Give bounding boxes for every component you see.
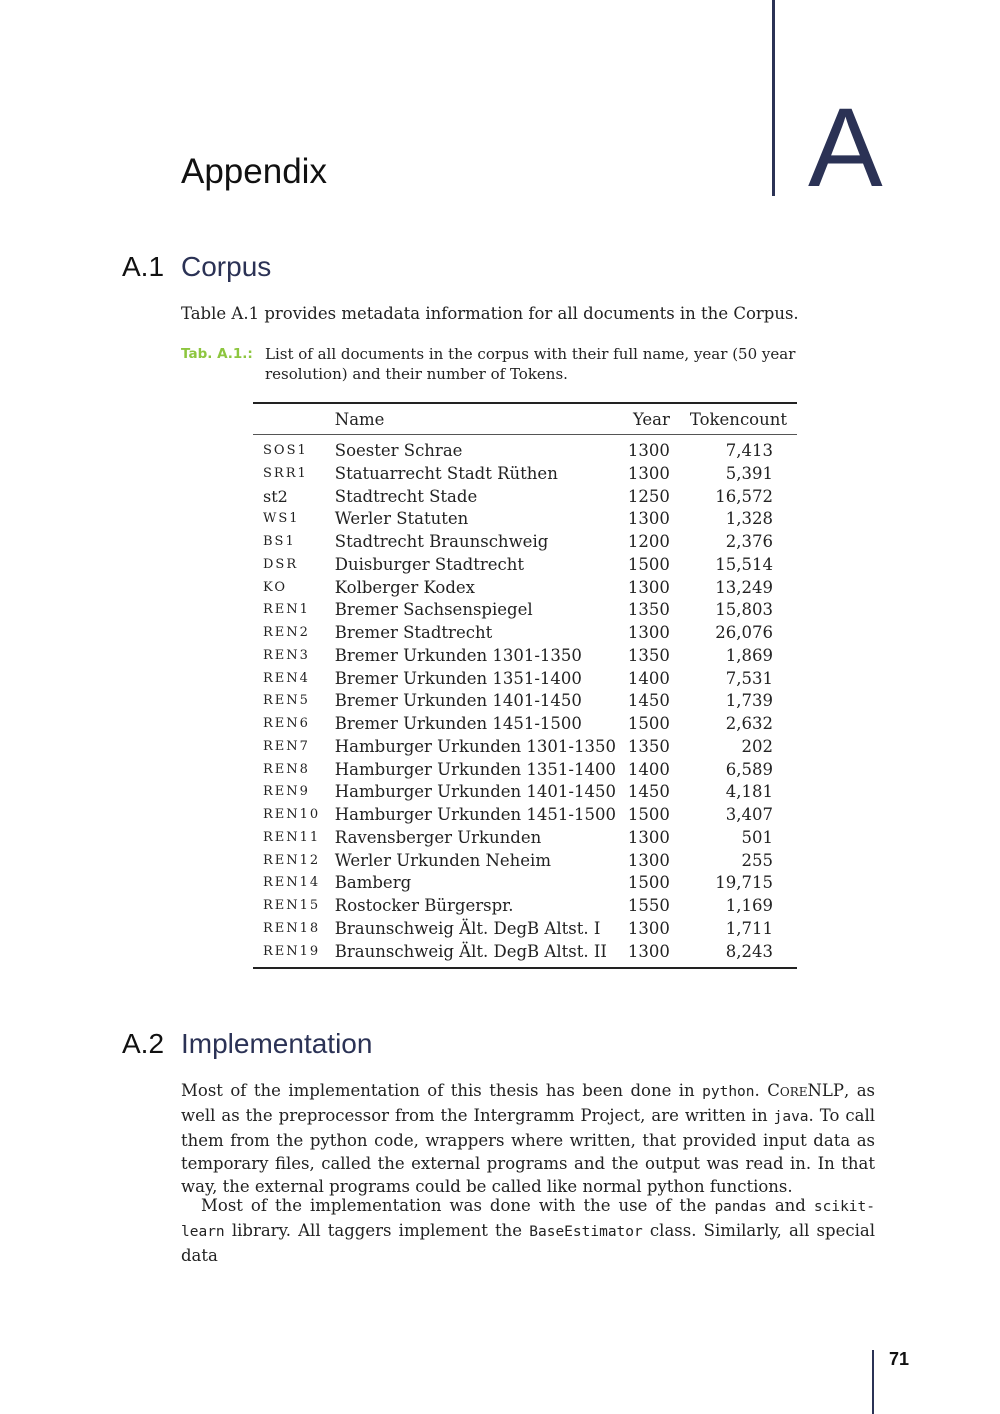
doc-year: 1300 (627, 577, 670, 597)
doc-name: Statuarrecht Stadt Rüthen (334, 463, 558, 483)
doc-tokencount: 202 (741, 736, 773, 756)
doc-id: SOS1 (263, 443, 308, 458)
page-number: 71 (889, 1349, 910, 1369)
table-row (253, 668, 797, 691)
header-tokencount: Tokencount (690, 403, 797, 435)
doc-name: Ravensberger Urkunden (334, 827, 542, 847)
corpus-intro: Table A.1 provides metadata information for all documents in the Corpus. (181, 304, 799, 323)
table-row (253, 486, 797, 509)
caption-label: Tab. A.1.: (181, 346, 253, 362)
text: . To call them from the python code, wrappers where written, that provided input data as temporary files, called the external programs and the output was read in. In that way, the external programs could be called like normal python functions. (181, 1106, 875, 1196)
doc-year: 1500 (627, 805, 670, 824)
text: and (766, 1196, 814, 1215)
section-title: Corpus (181, 251, 272, 282)
doc-tokencount: 4,181 (725, 782, 773, 802)
doc-id: SRR1 (263, 465, 308, 481)
doc-tokencount: 15,514 (715, 554, 773, 574)
chapter-letter: A (808, 85, 883, 210)
code-scikit-learn: scikit-learn (181, 1199, 875, 1240)
doc-year: 1300 (627, 463, 670, 483)
doc-name: Bremer Sachsenspiegel (334, 600, 533, 620)
doc-tokencount: 3,407 (725, 805, 773, 824)
doc-tokencount: 501 (741, 827, 773, 847)
section-number: A.2 (122, 1028, 165, 1059)
table-row (253, 895, 797, 918)
corpus-table (253, 402, 797, 969)
doc-year: 1250 (627, 486, 670, 506)
doc-id: REN15 (263, 898, 321, 913)
doc-id: DSR (263, 556, 299, 572)
header-year: Year (620, 403, 690, 435)
caption-text: List of all documents in the corpus with their full name, year (50 year resolution) and their number of Tokens. (265, 345, 796, 383)
page-number-rule (872, 1350, 874, 1414)
doc-id: REN1 (263, 602, 310, 618)
doc-tokencount: 5,391 (725, 463, 773, 483)
doc-name: Braunschweig Ält. DegB Altst. I (334, 918, 601, 938)
table-row (253, 872, 797, 895)
doc-name: Bremer Urkunden 1301-1350 (334, 645, 582, 665)
doc-name: Duisburger Stadtrecht (334, 554, 525, 574)
table-row (253, 690, 797, 713)
table-row (253, 713, 797, 736)
corenlp-name: CoreNLP (767, 1081, 844, 1100)
table-row (253, 622, 797, 645)
doc-year: 1500 (627, 554, 670, 574)
text: , as well as the preprocessor from the Intergramm Project, are written in (181, 1081, 875, 1125)
header-name: Name (335, 403, 620, 435)
doc-id: REN10 (263, 807, 321, 822)
doc-name: Stadtrecht Stade (334, 486, 478, 506)
doc-year: 1550 (627, 896, 670, 915)
doc-tokencount: 1,169 (725, 896, 773, 915)
doc-year: 1300 (627, 441, 670, 460)
doc-id: REN12 (263, 852, 321, 868)
doc-year: 1500 (627, 873, 670, 893)
chapter-title: Appendix (181, 152, 327, 191)
text: . (754, 1081, 768, 1100)
table-header-row (253, 403, 797, 435)
doc-tokencount: 13,249 (715, 577, 773, 597)
doc-name: Werler Urkunden Neheim (334, 850, 551, 870)
doc-tokencount: 1,711 (725, 918, 773, 938)
table-row (253, 463, 797, 486)
table-row (253, 554, 797, 577)
doc-year: 1450 (627, 782, 670, 802)
table-row (253, 599, 797, 622)
doc-tokencount: 2,632 (725, 714, 773, 733)
text: class. Similarly, all special data (181, 1221, 875, 1265)
doc-name: Bamberg (334, 873, 412, 893)
doc-name: Bremer Urkunden 1401-1450 (334, 691, 582, 711)
doc-year: 1300 (627, 918, 670, 938)
text: library. All taggers implement the (224, 1221, 530, 1240)
doc-year: 1400 (627, 668, 670, 688)
doc-id: REN3 (263, 647, 310, 663)
doc-year: 1300 (627, 827, 670, 847)
doc-year: 1300 (627, 850, 670, 870)
table-row (253, 435, 797, 463)
code-pandas: pandas (714, 1199, 767, 1215)
doc-tokencount: 255 (741, 850, 773, 870)
doc-name: Bremer Stadtrecht (334, 623, 493, 642)
doc-year: 1300 (627, 509, 670, 529)
doc-name: Bremer Urkunden 1451-1500 (334, 714, 582, 733)
table-row (253, 531, 797, 554)
doc-name: Stadtrecht Braunschweig (334, 532, 549, 551)
implementation-paragraph-1 (181, 1079, 875, 1198)
doc-year: 1300 (627, 941, 670, 961)
doc-tokencount: 2,376 (725, 532, 773, 551)
text: Most of the implementation was done with the use of the (201, 1196, 715, 1215)
table-row (253, 941, 797, 969)
doc-tokencount: 6,589 (725, 759, 773, 779)
doc-year: 1350 (627, 600, 670, 620)
table-body (253, 435, 797, 969)
doc-tokencount: 1,328 (725, 509, 773, 529)
table-row (253, 850, 797, 873)
doc-id: REN4 (263, 670, 310, 686)
doc-id: st2 (263, 486, 288, 506)
code-baseestimator: BaseEstimator (529, 1224, 643, 1240)
section-title: Implementation (181, 1028, 373, 1059)
doc-tokencount: 15,803 (715, 600, 773, 620)
header-id (253, 403, 335, 435)
doc-id: REN7 (263, 738, 310, 754)
doc-tokencount: 16,572 (715, 486, 773, 506)
doc-year: 1500 (627, 714, 670, 733)
table-row (253, 736, 797, 759)
doc-year: 1350 (627, 645, 670, 665)
doc-name: Hamburger Urkunden 1351-1400 (334, 759, 616, 779)
doc-id: KO (263, 579, 288, 595)
doc-name: Soester Schrae (334, 441, 463, 460)
doc-tokencount: 1,869 (725, 645, 773, 665)
table-row (253, 827, 797, 850)
doc-name: Bremer Urkunden 1351-1400 (334, 668, 582, 688)
doc-id: REN18 (263, 920, 321, 936)
table-row (253, 759, 797, 782)
table-row (253, 804, 797, 827)
doc-id: REN6 (263, 716, 310, 731)
text: Most of the implementation of this thesis has been done in (181, 1081, 703, 1100)
doc-tokencount: 7,531 (725, 668, 773, 688)
doc-name: Hamburger Urkunden 1401-1450 (334, 782, 616, 802)
doc-id: REN8 (263, 761, 310, 777)
doc-name: Rostocker Bürgerspr. (334, 896, 514, 915)
doc-year: 1450 (627, 691, 670, 711)
doc-id: REN5 (263, 693, 310, 709)
table-row (253, 508, 797, 531)
doc-id: WS1 (263, 511, 300, 527)
doc-tokencount: 8,243 (725, 941, 773, 961)
doc-id: BS1 (263, 534, 296, 549)
doc-name: Kolberger Kodex (334, 577, 475, 597)
table-row (253, 918, 797, 941)
section-number: A.1 (122, 251, 165, 282)
doc-year: 1350 (627, 736, 670, 756)
code-python: python (702, 1084, 755, 1100)
doc-name: Hamburger Urkunden 1451-1500 (334, 805, 616, 824)
doc-tokencount: 1,739 (725, 691, 773, 711)
doc-name: Braunschweig Ält. DegB Altst. II (334, 941, 607, 961)
doc-tokencount: 19,715 (715, 873, 773, 893)
doc-year: 1200 (627, 532, 670, 551)
chapter-rule (772, 0, 775, 196)
table-row (253, 577, 797, 600)
implementation-paragraph-2 (181, 1194, 875, 1267)
doc-tokencount: 26,076 (715, 623, 773, 642)
table-row (253, 645, 797, 668)
doc-name: Werler Statuten (334, 509, 469, 529)
doc-id: REN9 (263, 784, 310, 800)
doc-id: REN14 (263, 875, 321, 891)
doc-year: 1300 (627, 623, 670, 642)
doc-year: 1400 (627, 759, 670, 779)
code-java: java (773, 1109, 809, 1125)
doc-name: Hamburger Urkunden 1301-1350 (334, 736, 616, 756)
doc-id: REN11 (263, 829, 321, 845)
doc-id: REN19 (263, 943, 321, 959)
doc-id: REN2 (263, 625, 310, 640)
doc-tokencount: 7,413 (725, 441, 773, 460)
table-row (253, 781, 797, 804)
